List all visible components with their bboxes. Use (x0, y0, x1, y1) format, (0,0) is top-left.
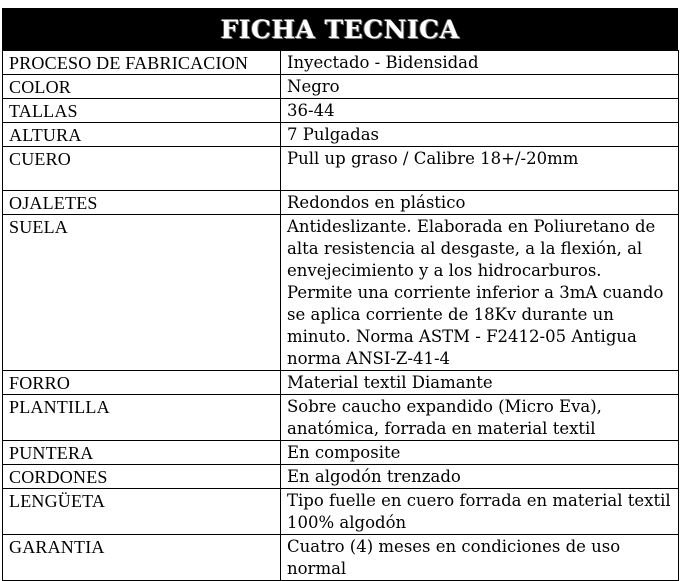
table-row (3, 395, 679, 441)
row-label: FORRO (3, 371, 281, 395)
row-label: PLANTILLA (3, 395, 281, 441)
table-row (3, 191, 679, 215)
table-row (3, 441, 679, 465)
row-value: 7 Pulgadas (281, 123, 679, 147)
row-value: Inyectado - Bidensidad (281, 51, 679, 75)
row-value: Pull up graso / Calibre 18+/-20mm (281, 147, 679, 191)
row-value: En composite (281, 441, 679, 465)
row-value: 36-44 (281, 99, 679, 123)
row-value: Sobre caucho expandido (Micro Eva), anatómica, forrada en material textil (281, 395, 679, 441)
table-row (3, 75, 679, 99)
row-value: Negro (281, 75, 679, 99)
table-row (3, 123, 679, 147)
row-label: CUERO (3, 147, 281, 191)
table-row (3, 465, 679, 489)
table-row (3, 215, 679, 371)
row-label: PROCESO DE FABRICACION (3, 51, 281, 75)
row-value: Material textil Diamante (281, 371, 679, 395)
row-label: COLOR (3, 75, 281, 99)
table-row (3, 489, 679, 535)
table-row (3, 147, 679, 191)
row-label: OJALETES (3, 191, 281, 215)
row-label: PUNTERA (3, 441, 281, 465)
table-row (3, 371, 679, 395)
row-value: Tipo fuelle en cuero forrada en material textil 100% algodón (281, 489, 679, 535)
row-value: Cuatro (4) meses en condiciones de uso normal (281, 535, 679, 581)
row-label: GARANTIA (3, 535, 281, 581)
row-label: CORDONES (3, 465, 281, 489)
row-label: ALTURA (3, 123, 281, 147)
row-value: En algodón trenzado (281, 465, 679, 489)
table-row (3, 535, 679, 581)
row-value: Redondos en plástico (281, 191, 679, 215)
sheet-title: FICHA TECNICA (2, 8, 678, 50)
spec-sheet (2, 8, 678, 581)
row-label: SUELA (3, 215, 281, 371)
table-row (3, 51, 679, 75)
row-label: TALLAS (3, 99, 281, 123)
table-row (3, 99, 679, 123)
spec-table (2, 50, 679, 581)
row-label: LENGÜETA (3, 489, 281, 535)
row-value: Antideslizante. Elaborada en Poliuretano de alta resistencia al desgaste, a la flexión, al envejecimiento y a los hidrocarburos. Permite una corriente inferior a 3mA cuando se aplica corriente de 18Kv durante un minuto. Norma ASTM - F2412-05 Antigua norma ANSI-Z-41-4 (281, 215, 679, 371)
